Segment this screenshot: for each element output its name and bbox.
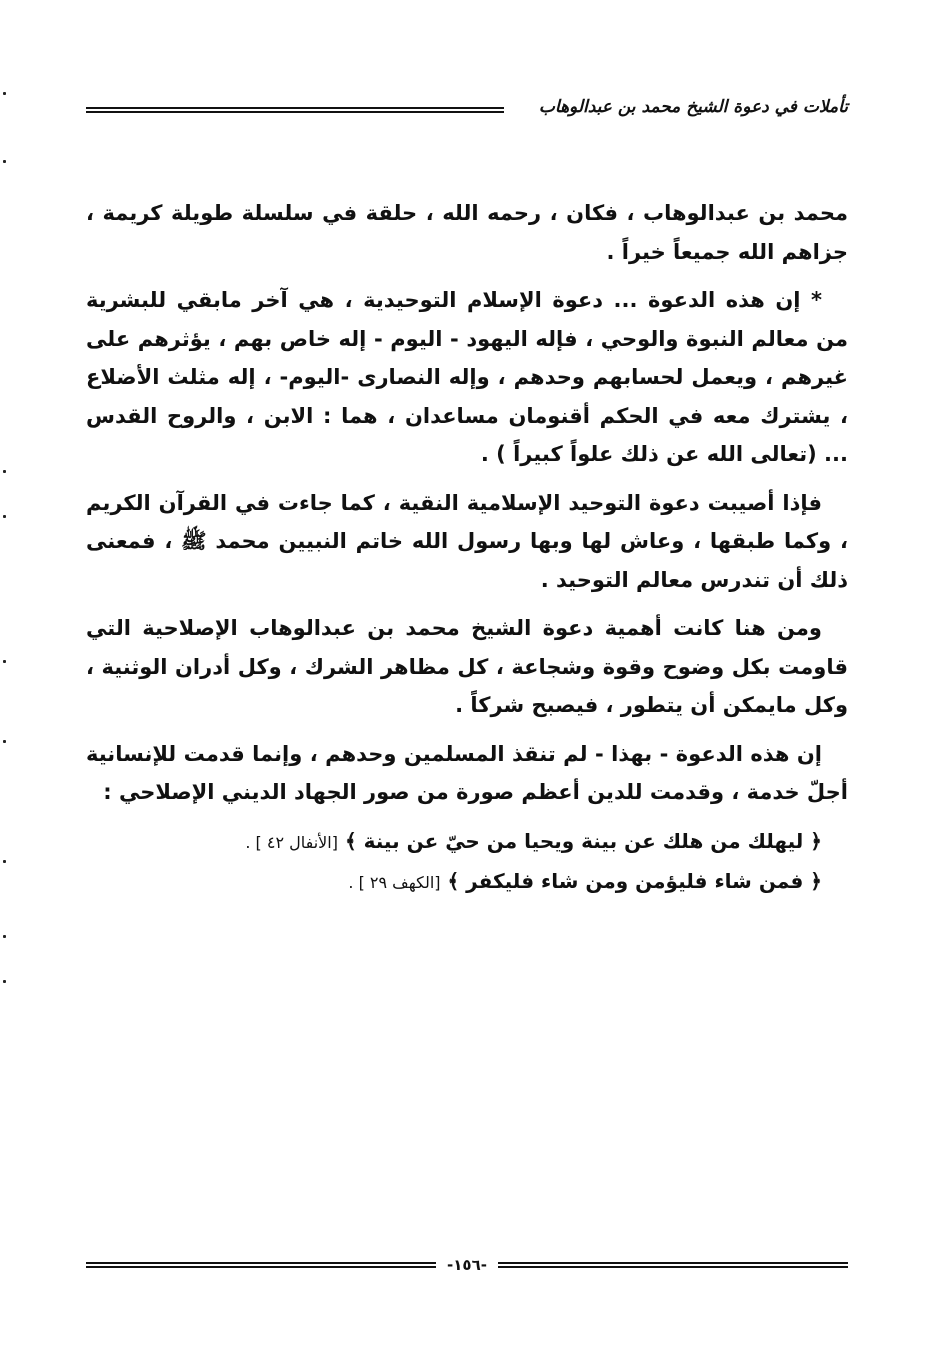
verse-2-text: ﴿ فمن شاء فليؤمن ومن شاء فليكفر ﴾ [447, 868, 822, 893]
header-rule [86, 107, 504, 113]
paragraph-5: إن هذه الدعوة - بهذا - لم تنقذ المسلمين وحدهم ، وإنما قدمت للإنسانية أجلّ خدمة ، وقدمت للدين أعظم صورة من صور الجهاد الديني الإصلاحي : [86, 741, 848, 804]
body-text [86, 194, 848, 902]
verse-2-reference: [الكهف ٢٩ ] . [348, 872, 441, 892]
page-number: -١٥٦- [447, 1256, 487, 1274]
verse-1-reference: [الأنفال ٤٢ ] . [245, 832, 338, 852]
running-header [86, 96, 848, 124]
paragraph-3: فإذا أصيبت دعوة التوحيد الإسلامية النقية ، كما جاءت في القرآن الكريم ، وكما طبقها ، وعاش لها وبها رسول الله خاتم النبيين محمد ﷺ ، فمعنى ذلك أن تندرس معالم التوحيد . [86, 490, 848, 592]
footer-rule-left [86, 1262, 436, 1268]
scan-edge-mark [3, 470, 6, 473]
footer-rule-right [498, 1262, 848, 1268]
page-footer [86, 1254, 848, 1278]
scan-edge-mark [3, 515, 6, 518]
verse-2 [86, 862, 822, 902]
scan-edge-mark [3, 92, 6, 95]
scan-edge-mark [3, 660, 6, 663]
paragraph-2: * إن هذه الدعوة ... دعوة الإسلام التوحيدية ، هي آخر مابقي للبشرية من معالم النبوة والوحي ، فإله اليهود - اليوم - إله خاص بهم ، يؤثرهم على غيرهم ، ويعمل لحسابهم وحدهم ، وإله النصارى -اليوم- ، إله مثلث الأضلاع ، يشترك معه في الحكم أقنومان مساعدان ، هما : الابن ، والروح القدس ... (تعالى الله عن ذلك علواً كبيراً ) . [86, 288, 848, 466]
scan-edge-mark [3, 860, 6, 863]
scan-edge-mark [3, 935, 6, 938]
verse-1-text: ﴿ ليهلك من هلك عن بينة ويحيا من حيّ عن بينة ﴾ [344, 828, 822, 853]
scan-edge-mark [3, 740, 6, 743]
paragraph-1: محمد بن عبدالوهاب ، فكان ، رحمه الله ، حلقة في سلسلة طويلة كريمة ، جزاهم الله جميعاً خيراً . [86, 201, 848, 264]
paragraph-4: ومن هنا كانت أهمية دعوة الشيخ محمد بن عبدالوهاب الإصلاحية التي قاومت بكل وضوح وقوة وشجاعة ، كل مظاهر الشرك ، وكل أدران الوثنية ، وكل مايمكن أن يتطور ، فيصبح شركاً . [86, 616, 848, 717]
verse-1 [86, 822, 822, 862]
scan-edge-mark [3, 980, 6, 983]
header-title: تأملات في دعوة الشيخ محمد بن عبدالوهاب [538, 97, 848, 117]
scan-edge-mark [3, 160, 6, 163]
